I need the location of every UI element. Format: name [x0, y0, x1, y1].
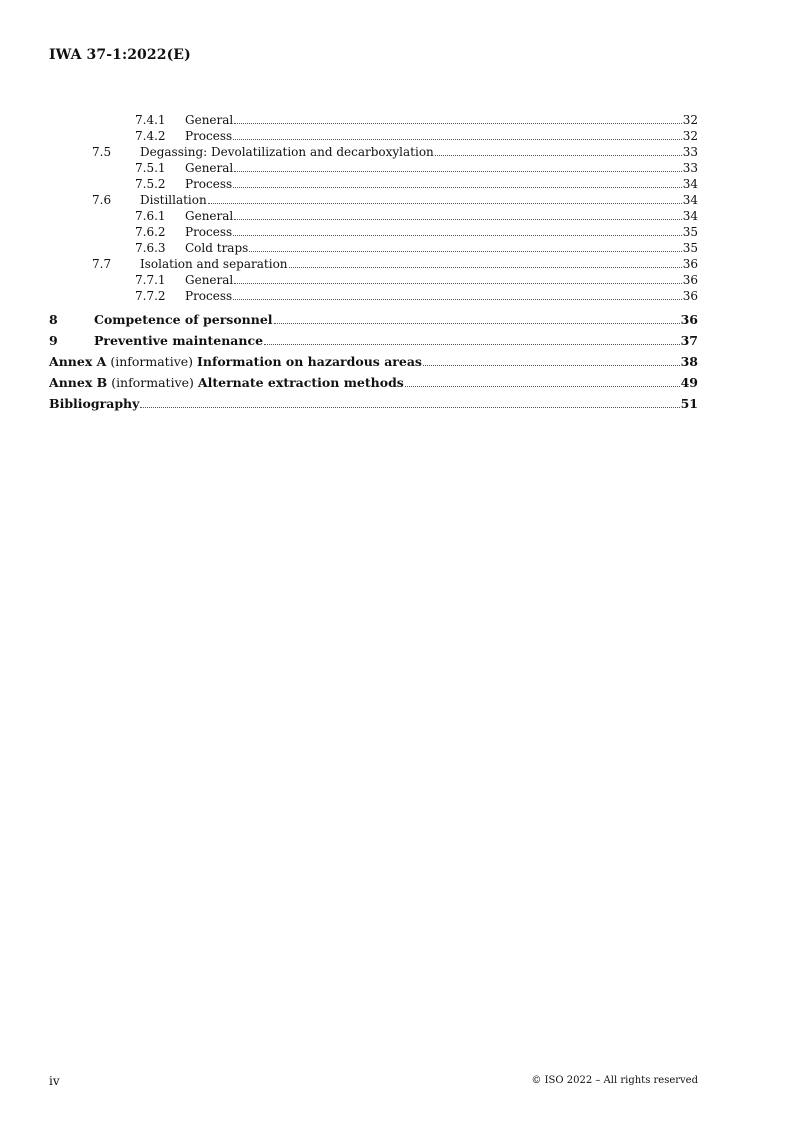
toc-entry-bibliography[interactable]: [49, 393, 698, 414]
toc-entry-page: 34: [682, 193, 698, 207]
toc-entry-number: 7.6.1: [135, 209, 166, 223]
toc-entry-title: General: [185, 273, 234, 287]
toc-entry-number: 7.4.1: [135, 113, 166, 127]
table-of-contents: [49, 112, 698, 414]
toc-entry-7-6[interactable]: [49, 192, 698, 208]
dot-leader: [405, 386, 680, 387]
dot-leader: [435, 155, 682, 156]
toc-entry-number: 7.5.1: [135, 161, 166, 175]
dot-leader: [264, 344, 680, 345]
toc-entry-clause-9[interactable]: [49, 330, 698, 351]
toc-entry-number: 7.7: [92, 257, 112, 271]
toc-entry-title: Degassing: Devolatilization and decarboxylation: [140, 145, 434, 159]
toc-entry-number: 7.6: [92, 193, 112, 207]
annex-title: Information on hazardous areas: [197, 354, 422, 369]
toc-entry-title: Distillation: [140, 193, 207, 207]
dot-leader: [208, 203, 682, 204]
toc-entry-page: 33: [682, 161, 698, 175]
toc-entry-7-4-1[interactable]: [49, 112, 698, 128]
annex-informative-label: (informative): [110, 354, 194, 369]
toc-entry-title: Competence of personnel: [94, 312, 273, 327]
toc-entry-number: 7.5: [92, 145, 112, 159]
toc-entry-page: 51: [680, 396, 698, 411]
page-number: iv: [49, 1074, 60, 1088]
annex-title: Alternate extraction methods: [197, 375, 404, 390]
toc-entry-7-5-2[interactable]: [49, 176, 698, 192]
toc-entry-title: [49, 372, 404, 393]
toc-entry-page: 36: [680, 312, 698, 327]
dot-leader: [234, 283, 681, 284]
toc-entry-page: 32: [682, 129, 698, 143]
toc-entry-7-6-1[interactable]: [49, 208, 698, 224]
toc-entry-title: Bibliography: [49, 396, 140, 411]
toc-entry-page: 36: [682, 289, 698, 303]
dot-leader: [234, 171, 681, 172]
dot-leader: [289, 267, 682, 268]
toc-entry-number: 7.4.2: [135, 129, 166, 143]
toc-entry-annex-b[interactable]: [49, 372, 698, 393]
toc-entry-title: Preventive maintenance: [94, 333, 264, 348]
toc-entry-number: 7.7.1: [135, 273, 166, 287]
dot-leader: [233, 187, 682, 188]
toc-entry-page: 32: [682, 113, 698, 127]
toc-entry-page: 36: [682, 257, 698, 271]
toc-entry-7-7-2[interactable]: [49, 288, 698, 304]
dot-leader: [234, 219, 681, 220]
toc-entry-number: 7.6.2: [135, 225, 166, 239]
toc-entry-page: 35: [682, 225, 698, 239]
dot-leader: [140, 407, 679, 408]
copyright-notice: © ISO 2022 – All rights reserved: [531, 1075, 698, 1086]
toc-entry-page: 35: [682, 241, 698, 255]
toc-entry-number: 8: [49, 312, 58, 327]
toc-entry-title: Cold traps: [185, 241, 249, 255]
dot-leader: [423, 365, 680, 366]
toc-entry-page: 38: [680, 354, 698, 369]
toc-entry-title: [49, 351, 422, 372]
toc-entry-7-7-1[interactable]: [49, 272, 698, 288]
dot-leader: [233, 299, 682, 300]
toc-entry-annex-a[interactable]: [49, 351, 698, 372]
toc-entry-title: Isolation and separation: [140, 257, 288, 271]
dot-leader: [233, 139, 682, 140]
toc-entry-number: 7.6.3: [135, 241, 166, 255]
toc-entry-title: General: [185, 113, 234, 127]
toc-entry-number: 9: [49, 333, 58, 348]
toc-entry-clause-8[interactable]: [49, 309, 698, 330]
toc-entry-7-6-3[interactable]: [49, 240, 698, 256]
toc-entry-title: Process: [185, 129, 233, 143]
annex-informative-label: (informative): [111, 375, 194, 390]
toc-entry-7-5-1[interactable]: [49, 160, 698, 176]
toc-entry-page: 36: [682, 273, 698, 287]
document-id: IWA 37-1:2022(E): [49, 47, 191, 63]
toc-entry-page: 33: [682, 145, 698, 159]
dot-leader: [234, 123, 681, 124]
toc-entry-7-7[interactable]: [49, 256, 698, 272]
toc-entry-title: Process: [185, 289, 233, 303]
toc-entry-7-5[interactable]: [49, 144, 698, 160]
annex-prefix: Annex B: [49, 375, 108, 390]
toc-entry-page: 34: [682, 177, 698, 191]
toc-entry-title: Process: [185, 225, 233, 239]
dot-leader: [274, 323, 680, 324]
dot-leader: [233, 235, 682, 236]
toc-entry-page: 49: [680, 375, 698, 390]
toc-entry-7-4-2[interactable]: [49, 128, 698, 144]
toc-entry-number: 7.7.2: [135, 289, 166, 303]
toc-entry-page: 37: [680, 333, 698, 348]
toc-entry-title: General: [185, 209, 234, 223]
dot-leader: [249, 251, 681, 252]
toc-entry-title: Process: [185, 177, 233, 191]
annex-prefix: Annex A: [49, 354, 107, 369]
toc-entry-number: 7.5.2: [135, 177, 166, 191]
toc-entry-page: 34: [682, 209, 698, 223]
toc-entry-7-6-2[interactable]: [49, 224, 698, 240]
toc-entry-title: General: [185, 161, 234, 175]
